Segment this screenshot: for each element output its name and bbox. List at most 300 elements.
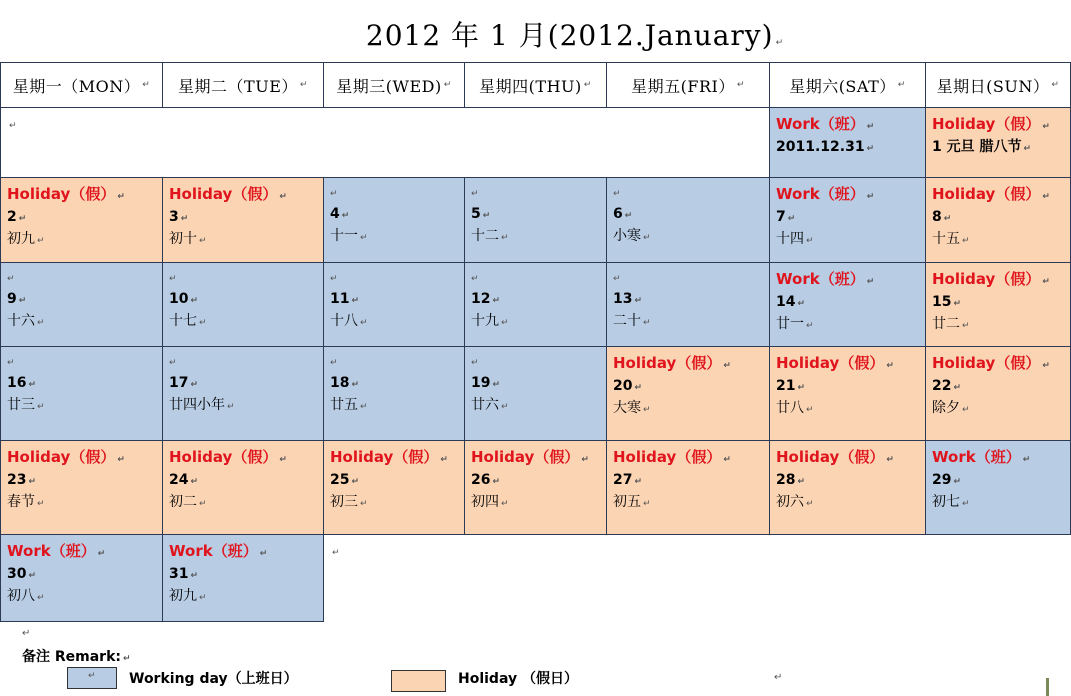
- paragraph-mark: ↵: [28, 477, 37, 487]
- lunar-date: [330, 226, 464, 248]
- day-number: [169, 470, 323, 492]
- day-number: [7, 470, 162, 492]
- day-number: [7, 289, 162, 311]
- paragraph-mark: ↵: [634, 296, 643, 306]
- day-cell: [606, 263, 769, 347]
- day-status: [776, 269, 925, 292]
- paragraph-mark: ↵: [643, 233, 651, 243]
- legend-holiday-label: Holiday （假日）: [458, 671, 578, 687]
- paragraph-mark: ↵: [482, 211, 491, 221]
- day-cell: [323, 263, 464, 347]
- paragraph-mark: ↵: [886, 455, 894, 465]
- day-status: [932, 353, 1070, 376]
- day-number: [471, 204, 606, 226]
- lunar-date: [7, 492, 162, 514]
- paragraph-mark: ↵: [299, 80, 308, 90]
- lunar-date: [776, 229, 925, 251]
- legend-holiday-swatch: [391, 670, 446, 692]
- day-number-text: 29: [932, 472, 952, 488]
- weekday-header-text: 星期三(WED): [336, 76, 442, 96]
- day-status-text: Holiday（假）: [776, 448, 885, 466]
- lunar-date: [471, 492, 606, 514]
- day-cell: [925, 347, 1071, 441]
- paragraph-mark: ↵: [797, 477, 806, 487]
- day-status-text: Holiday（假）: [330, 448, 439, 466]
- empty-line: ↵: [613, 274, 621, 284]
- weekday-header-text: 星期五(FRI）: [631, 76, 735, 96]
- day-number-text: 9: [7, 291, 17, 307]
- lunar-date: [932, 229, 1070, 251]
- paragraph-mark: ↵: [943, 214, 952, 224]
- day-cell: [162, 441, 323, 535]
- day-number-text: 1: [932, 139, 947, 155]
- lunar-date-text: 廿五: [330, 397, 358, 413]
- day-cell: [925, 441, 1071, 535]
- calendar-grid: [0, 62, 1071, 622]
- day-number: [613, 204, 769, 226]
- day-number: [776, 470, 925, 492]
- day-cell: [769, 263, 925, 347]
- day-cell: [0, 535, 162, 622]
- day-number: [169, 373, 323, 395]
- weekday-header: [323, 62, 464, 108]
- day-cell: [162, 535, 323, 622]
- paragraph-mark: ↵: [28, 380, 37, 390]
- day-number-text: 2011.12.31: [776, 139, 865, 155]
- paragraph-mark: ↵: [797, 383, 806, 393]
- lunar-date-text: 初七: [932, 494, 960, 510]
- paragraph-mark: ↵: [440, 455, 448, 465]
- day-status-text: Work（班）: [776, 270, 865, 288]
- paragraph-mark: ↵: [962, 236, 970, 246]
- lunar-date-text: 廿一: [776, 316, 804, 332]
- day-status: [776, 353, 925, 376]
- lunar-date-text: 廿六: [471, 397, 499, 413]
- day-cell: [769, 347, 925, 441]
- day-number-text: 11: [330, 291, 350, 307]
- legend-working-label: Working day（上班日）: [129, 671, 298, 687]
- paragraph-mark: ↵: [866, 192, 875, 202]
- day-number-text: 3: [169, 209, 179, 225]
- day-status: [471, 447, 606, 470]
- day-number: [330, 204, 464, 226]
- paragraph-mark: ↵: [866, 144, 875, 154]
- lunar-date: [932, 492, 1070, 514]
- paragraph-mark: ↵: [501, 233, 509, 243]
- paragraph-mark: ↵: [227, 402, 235, 412]
- lunar-date: [7, 586, 162, 608]
- lunar-date-text: 初八: [7, 588, 35, 604]
- day-number-text: 4: [330, 206, 340, 222]
- day-status: [7, 447, 162, 470]
- paragraph-mark: ↵: [351, 296, 360, 306]
- paragraph-mark: ↵: [22, 628, 31, 639]
- paragraph-mark: ↵: [37, 318, 45, 328]
- lunar-date: [330, 492, 464, 514]
- day-status: [776, 184, 925, 207]
- day-status-text: Work（班）: [169, 542, 258, 560]
- lunar-date-text: 十五: [932, 231, 960, 247]
- paragraph-mark: ↵: [199, 236, 207, 246]
- day-cell: [464, 347, 606, 441]
- paragraph-mark: ↵: [797, 299, 806, 309]
- day-status-text: Work（班）: [776, 115, 865, 133]
- day-number: [776, 207, 925, 229]
- day-number: [932, 470, 1070, 492]
- paragraph-mark: ↵: [1023, 144, 1032, 154]
- blank-cell-week1: [0, 108, 769, 178]
- day-number-text: 17: [169, 375, 189, 391]
- weekday-header-text: 星期六(SAT）: [789, 76, 896, 96]
- day-cell: [162, 178, 323, 263]
- day-status: [613, 353, 769, 376]
- lunar-date: [7, 229, 162, 251]
- day-status: [7, 541, 162, 564]
- day-cell: [464, 178, 606, 263]
- day-status: [169, 184, 323, 207]
- remark-label: 备注 Remark: ↵: [22, 649, 131, 665]
- day-number: [613, 376, 769, 398]
- empty-line: ↵: [169, 358, 177, 368]
- weekday-header-text: 星期一（MON）: [12, 76, 141, 96]
- lunar-date-text: 春节: [7, 494, 35, 510]
- day-number-text: 7: [776, 209, 786, 225]
- day-cell: [0, 263, 162, 347]
- day-status-text: Holiday（假）: [776, 354, 885, 372]
- day-number: [169, 564, 323, 586]
- paragraph-mark: ↵: [962, 405, 970, 415]
- lunar-date: [613, 398, 769, 420]
- day-number: [932, 207, 1070, 229]
- paragraph-mark: ↵: [723, 455, 731, 465]
- paragraph-mark: ↵: [953, 299, 962, 309]
- lunar-date-text: 十四: [776, 231, 804, 247]
- lunar-date: [471, 311, 606, 333]
- paragraph-mark: ↵: [1042, 277, 1050, 287]
- paragraph-mark: ↵: [117, 455, 125, 465]
- lunar-date-text: 十七: [169, 313, 197, 329]
- day-number-text: 6: [613, 206, 623, 222]
- lunar-date-text: 十八: [330, 313, 358, 329]
- day-status-text: Work（班）: [932, 448, 1021, 466]
- day-cell: [606, 178, 769, 263]
- paragraph-mark: ↵: [28, 571, 37, 581]
- day-status-text: Holiday（假）: [932, 270, 1041, 288]
- paragraph-mark: ↵: [643, 499, 651, 509]
- weekday-header: [0, 62, 162, 108]
- paragraph-mark: ↵: [180, 214, 189, 224]
- paragraph-mark: ↵: [259, 549, 268, 559]
- weekday-header-text: 星期日(SUN）: [936, 76, 1050, 96]
- lunar-date-text: 廿四小年: [169, 397, 225, 413]
- paragraph-mark: ↵: [962, 499, 970, 509]
- day-status: [932, 447, 1070, 470]
- day-number-text: 22: [932, 378, 952, 394]
- day-number: [932, 376, 1070, 398]
- empty-line: ↵: [471, 358, 479, 368]
- day-status: [932, 269, 1070, 292]
- paragraph-mark: ↵: [643, 318, 651, 328]
- paragraph-mark: ↵: [806, 405, 814, 415]
- day-number-text: 18: [330, 375, 350, 391]
- weekday-header: [769, 62, 925, 108]
- day-cell: [769, 178, 925, 263]
- empty-line: ↵: [7, 274, 15, 284]
- day-number: [932, 292, 1070, 314]
- day-status-text: Holiday（假）: [932, 354, 1041, 372]
- day-number: [330, 470, 464, 492]
- paragraph-mark: ↵: [341, 211, 350, 221]
- day-cell: [162, 263, 323, 347]
- day-status: [7, 184, 162, 207]
- day-number-text: 23: [7, 472, 27, 488]
- paragraph-mark: ↵: [787, 214, 796, 224]
- paragraph-mark: ↵: [142, 80, 151, 90]
- day-number-text: 5: [471, 206, 481, 222]
- day-number-text: 15: [932, 294, 952, 310]
- lunar-date: [776, 314, 925, 336]
- paragraph-mark: ↵: [9, 121, 17, 131]
- lunar-date-text: 初三: [330, 494, 358, 510]
- paragraph-mark: ↵: [886, 361, 894, 371]
- day-number: [776, 376, 925, 398]
- lunar-date-text: 廿三: [7, 397, 35, 413]
- day-number: [169, 207, 323, 229]
- lunar-date-text: 除夕: [932, 400, 960, 416]
- empty-line: ↵: [471, 274, 479, 284]
- paragraph-mark: ↵: [360, 499, 368, 509]
- day-status-text: Holiday（假）: [7, 185, 116, 203]
- day-number: [7, 564, 162, 586]
- day-number: [776, 292, 925, 314]
- paragraph-mark: ↵: [501, 402, 509, 412]
- lunar-date-text: 初六: [776, 494, 804, 510]
- lunar-date: [169, 229, 323, 251]
- day-cell: [464, 263, 606, 347]
- legend-working-swatch: ↵: [67, 667, 117, 689]
- lunar-date-text: 廿二: [932, 316, 960, 332]
- day-cell: [323, 441, 464, 535]
- paragraph-mark: ↵: [279, 192, 287, 202]
- lunar-date: 元旦 腊八节: [946, 139, 1022, 155]
- paragraph-mark: ↵: [37, 593, 45, 603]
- lunar-date-text: 廿八: [776, 400, 804, 416]
- day-number-text: 16: [7, 375, 27, 391]
- day-number-text: 2: [7, 209, 17, 225]
- paragraph-mark: ↵: [1022, 455, 1031, 465]
- empty-line: ↵: [169, 274, 177, 284]
- day-number: [471, 470, 606, 492]
- lunar-date-text: 初十: [169, 231, 197, 247]
- weekday-header: [925, 62, 1071, 108]
- blank-cell-week6: [323, 535, 1071, 622]
- paragraph-mark: ↵: [443, 80, 452, 90]
- empty-line: ↵: [613, 189, 621, 199]
- day-cell: [323, 347, 464, 441]
- lunar-date-text: 大寒: [613, 400, 641, 416]
- day-number-text: 24: [169, 472, 189, 488]
- lunar-date: [776, 398, 925, 420]
- lunar-date-text: 小寒: [613, 228, 641, 244]
- lunar-date: [7, 395, 162, 417]
- day-number: [7, 373, 162, 395]
- day-status: [776, 447, 925, 470]
- day-cell: [464, 441, 606, 535]
- day-cell: [323, 178, 464, 263]
- paragraph-mark: ↵: [1042, 192, 1050, 202]
- lunar-date: [613, 226, 769, 248]
- day-cell: [162, 347, 323, 441]
- day-number: [613, 289, 769, 311]
- paragraph-mark: ↵: [279, 455, 287, 465]
- day-number-text: 19: [471, 375, 491, 391]
- day-number-text: 21: [776, 378, 796, 394]
- paragraph-mark: ↵: [351, 477, 360, 487]
- day-number: [330, 289, 464, 311]
- lunar-date-text: 初二: [169, 494, 197, 510]
- day-number: [776, 137, 925, 159]
- paragraph-mark: ↵: [634, 383, 643, 393]
- empty-line: ↵: [330, 189, 338, 199]
- paragraph-mark: ↵: [360, 233, 368, 243]
- day-cell: [925, 263, 1071, 347]
- paragraph-mark: ↵: [199, 499, 207, 509]
- paragraph-mark: ↵: [37, 499, 45, 509]
- day-number-text: 12: [471, 291, 491, 307]
- lunar-date-text: 二十: [613, 313, 641, 329]
- day-number-text: 31: [169, 566, 189, 582]
- lunar-date: [330, 311, 464, 333]
- paragraph-mark: ↵: [360, 402, 368, 412]
- paragraph-mark: ↵: [190, 477, 199, 487]
- paragraph-mark: ↵: [624, 211, 633, 221]
- lunar-date: [932, 398, 1070, 420]
- day-number-text: 27: [613, 472, 633, 488]
- lunar-date: [7, 311, 162, 333]
- lunar-date: [613, 492, 769, 514]
- weekday-header-text: 星期二（TUE）: [178, 76, 298, 96]
- day-status-text: Holiday（假）: [613, 448, 722, 466]
- empty-line: ↵: [7, 358, 15, 368]
- weekday-header: [464, 62, 606, 108]
- paragraph-mark: ↵: [18, 214, 27, 224]
- day-cell: [0, 441, 162, 535]
- lunar-date: [471, 395, 606, 417]
- paragraph-mark: ↵: [897, 80, 906, 90]
- paragraph-mark: ↵: [190, 380, 199, 390]
- paragraph-mark: ↵: [723, 361, 731, 371]
- day-cell: [0, 178, 162, 263]
- paragraph-mark: ↵: [866, 122, 875, 132]
- day-number-text: 30: [7, 566, 27, 582]
- day-status-text: Holiday（假）: [169, 185, 278, 203]
- lunar-date: [169, 586, 323, 608]
- day-cell: [0, 347, 162, 441]
- day-number-text: 14: [776, 294, 796, 310]
- day-status-text: Holiday（假）: [932, 115, 1041, 133]
- paragraph-mark: ↵: [18, 296, 27, 306]
- day-status-text: Holiday（假）: [471, 448, 580, 466]
- weekday-header: [162, 62, 323, 108]
- paragraph-mark: ↵: [806, 236, 814, 246]
- day-number-text: 8: [932, 209, 942, 225]
- lunar-date: [613, 311, 769, 333]
- weekday-header: [606, 62, 769, 108]
- day-status: [169, 541, 323, 564]
- lunar-date-text: 十九: [471, 313, 499, 329]
- day-status-text: Holiday（假）: [932, 185, 1041, 203]
- lunar-date: [776, 492, 925, 514]
- paragraph-mark: ↵: [97, 549, 106, 559]
- paragraph-mark: ↵: [492, 380, 501, 390]
- paragraph-mark-end: ↵: [774, 672, 783, 683]
- paragraph-mark: ↵: [199, 318, 207, 328]
- lunar-date-text: 初九: [169, 588, 197, 604]
- day-number: [7, 207, 162, 229]
- paragraph-mark: ↵: [492, 296, 501, 306]
- day-status-text: Work（班）: [7, 542, 96, 560]
- day-cell: [606, 347, 769, 441]
- weekday-header-text: 星期四(THU): [479, 76, 582, 96]
- paragraph-mark: ↵: [492, 477, 501, 487]
- paragraph-mark: ↵: [501, 499, 509, 509]
- day-status: [330, 447, 464, 470]
- lunar-date-text: 十六: [7, 313, 35, 329]
- calendar-title: 2012 年 1 月(2012.January) ↵: [365, 19, 785, 52]
- day-cell: [925, 178, 1071, 263]
- paragraph-mark: ↵: [806, 321, 814, 331]
- day-number-text: 10: [169, 291, 189, 307]
- day-status: [776, 114, 925, 137]
- day-number-text: 28: [776, 472, 796, 488]
- day-status: [932, 114, 1070, 137]
- day-cell: [606, 441, 769, 535]
- day-number: [471, 373, 606, 395]
- day-number: [613, 470, 769, 492]
- paragraph-mark: ↵: [501, 318, 509, 328]
- lunar-date: [169, 492, 323, 514]
- paragraph-mark: ↵: [190, 571, 199, 581]
- paragraph-mark: ↵: [634, 477, 643, 487]
- day-number: [932, 137, 1070, 159]
- paragraph-mark: ↵: [962, 321, 970, 331]
- paragraph-mark: ↵: [360, 318, 368, 328]
- day-status-text: Holiday（假）: [169, 448, 278, 466]
- lunar-date: [932, 314, 1070, 336]
- lunar-date-text: 十一: [330, 228, 358, 244]
- paragraph-mark: ↵: [332, 548, 340, 558]
- day-cell: [769, 108, 925, 178]
- day-cell: [769, 441, 925, 535]
- paragraph-mark: ↵: [37, 236, 45, 246]
- paragraph-mark: ↵: [351, 380, 360, 390]
- lunar-date-text: 初九: [7, 231, 35, 247]
- day-status-text: Holiday（假）: [613, 354, 722, 372]
- paragraph-mark: ↵: [190, 296, 199, 306]
- lunar-date: [330, 395, 464, 417]
- corner-decoration: [1046, 678, 1049, 696]
- day-status: [169, 447, 323, 470]
- paragraph-mark: ↵: [953, 477, 962, 487]
- paragraph-mark: ↵: [117, 192, 125, 202]
- day-status: [613, 447, 769, 470]
- day-status-text: Work（班）: [776, 185, 865, 203]
- day-cell: [925, 108, 1071, 178]
- day-status: [932, 184, 1070, 207]
- lunar-date-text: 初五: [613, 494, 641, 510]
- paragraph-mark: ↵: [736, 80, 745, 90]
- paragraph-mark: ↵: [199, 593, 207, 603]
